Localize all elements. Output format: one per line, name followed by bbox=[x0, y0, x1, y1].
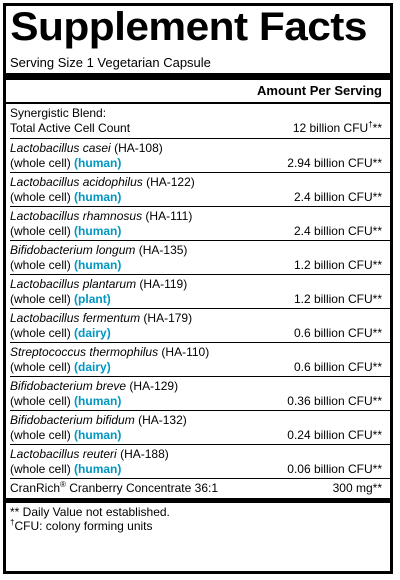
ingredient-row bbox=[6, 411, 390, 444]
ingredient-source: (whole cell) (dairy) bbox=[10, 360, 111, 374]
footnotes bbox=[6, 503, 390, 533]
cranrich-row bbox=[6, 479, 390, 498]
ingredient-row bbox=[6, 139, 390, 172]
ingredient-amount: 1.2 billion CFU** bbox=[293, 258, 382, 272]
ingredient-amount: 0.36 billion CFU** bbox=[287, 394, 382, 408]
amount-per-serving-header: Amount Per Serving bbox=[257, 83, 382, 98]
ingredient-name: Lactobacillus rhamnosus (HA-111) bbox=[10, 209, 193, 223]
ingredient-amount: 1.2 billion CFU** bbox=[293, 292, 382, 306]
ingredient-name: Lactobacillus reuteri (HA-188) bbox=[10, 447, 169, 461]
ingredient-row bbox=[6, 207, 390, 240]
ingredient-amount: 0.6 billion CFU** bbox=[293, 360, 382, 374]
panel-title: Supplement Facts bbox=[10, 5, 367, 49]
ingredient-row bbox=[6, 309, 390, 342]
blend-total-label: Total Active Cell Count bbox=[10, 121, 131, 135]
ingredient-list bbox=[6, 138, 390, 478]
ingredient-amount: 0.24 billion CFU** bbox=[287, 428, 382, 442]
cranrich-amount: 300 mg** bbox=[332, 481, 382, 495]
blend-amount: 12 billion CFU†** bbox=[292, 120, 382, 135]
ingredient-source: (whole cell) (dairy) bbox=[10, 326, 111, 340]
ingredient-row bbox=[6, 275, 390, 308]
serving-size: Serving Size 1 Vegetarian Capsule bbox=[10, 55, 211, 70]
ingredient-source: (whole cell) (human) bbox=[10, 394, 122, 408]
blend-row bbox=[6, 104, 390, 138]
ingredient-source: (whole cell) (human) bbox=[10, 224, 122, 238]
ingredient-row bbox=[6, 173, 390, 206]
ingredient-name: Lactobacillus fermentum (HA-179) bbox=[10, 311, 193, 325]
ingredient-name: Lactobacillus acidophilus (HA-122) bbox=[10, 175, 195, 189]
ingredient-amount: 0.6 billion CFU** bbox=[293, 326, 382, 340]
ingredient-source: (whole cell) (plant) bbox=[10, 292, 111, 306]
cfu-note: †CFU: colony forming units bbox=[10, 518, 153, 533]
ingredient-amount: 0.06 billion CFU** bbox=[287, 462, 382, 476]
ingredient-row bbox=[6, 377, 390, 410]
ingredient-source: (whole cell) (human) bbox=[10, 190, 122, 204]
ingredient-name: Bifidobacterium bifidum (HA-132) bbox=[10, 413, 187, 427]
ingredient-name: Bifidobacterium breve (HA-129) bbox=[10, 379, 179, 393]
ingredient-source: (whole cell) (human) bbox=[10, 428, 122, 442]
ingredient-name: Bifidobacterium longum (HA-135) bbox=[10, 243, 188, 257]
ingredient-amount: 2.4 billion CFU** bbox=[293, 224, 382, 238]
ingredient-row bbox=[6, 445, 390, 478]
daily-value-note: ** Daily Value not established. bbox=[10, 505, 170, 519]
supplement-facts-panel bbox=[3, 3, 393, 574]
ingredient-name: Lactobacillus plantarum (HA-119) bbox=[10, 277, 188, 291]
ingredient-amount: 2.94 billion CFU** bbox=[287, 156, 382, 170]
ingredient-row bbox=[6, 343, 390, 376]
blend-label: Synergistic Blend: bbox=[10, 106, 107, 120]
ingredient-source: (whole cell) (human) bbox=[10, 156, 122, 170]
ingredient-source: (whole cell) (human) bbox=[10, 462, 122, 476]
ingredient-name: Streptococcus thermophilus (HA-110) bbox=[10, 345, 210, 359]
cranrich-label: CranRich® Cranberry Concentrate 36:1 bbox=[10, 480, 219, 495]
thick-divider bbox=[6, 73, 390, 80]
ingredient-amount: 2.4 billion CFU** bbox=[293, 190, 382, 204]
ingredient-name: Lactobacillus casei (HA-108) bbox=[10, 141, 163, 155]
ingredient-row bbox=[6, 241, 390, 274]
ingredient-source: (whole cell) (human) bbox=[10, 258, 122, 272]
